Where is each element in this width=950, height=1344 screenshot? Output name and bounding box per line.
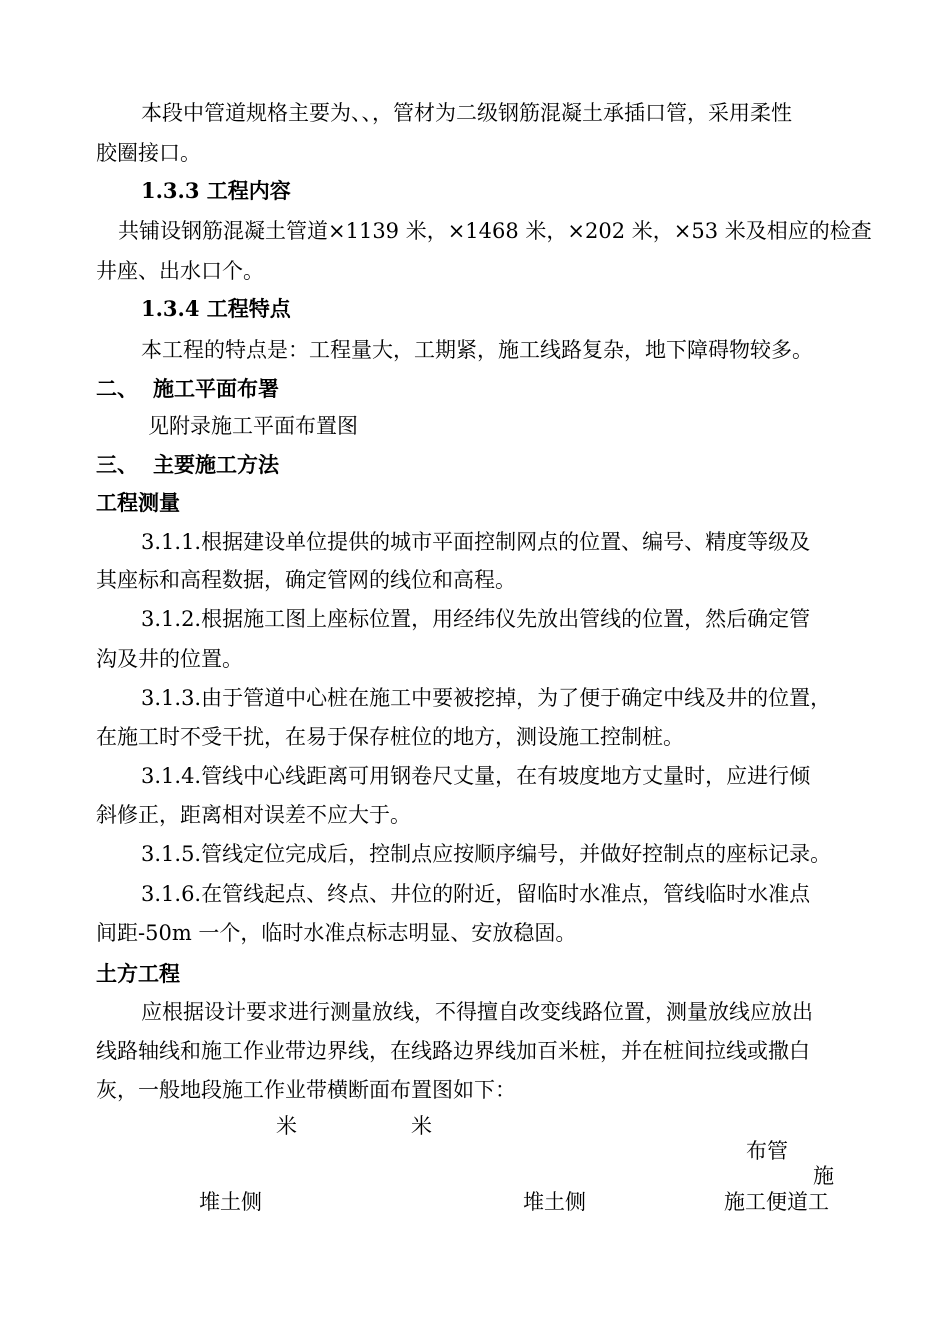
subheading-earthwork: 土方工程 xyxy=(96,961,180,986)
diagram-label-shi: 施 xyxy=(813,1164,834,1188)
paragraph-line: 3.1.6.在管线起点、终点、井位的附近，留临时水准点，管线临时水准点 xyxy=(141,882,811,906)
paragraph-line: 见附录施工平面布置图 xyxy=(148,414,358,438)
paragraph-line: 沟及井的位置。 xyxy=(96,647,243,671)
paragraph-line: 在施工时不受干扰，在易于保存桩位的地方，测设施工控制桩。 xyxy=(96,725,684,749)
paragraph-line: 3.1.2.根据施工图上座标位置，用经纬仪先放出管线的位置，然后确定管 xyxy=(141,607,811,631)
section-title: 施工平面布署 xyxy=(153,376,279,401)
paragraph-line: 3.1.1.根据建设单位提供的城市平面控制网点的位置、编号、精度等级及 xyxy=(141,530,811,554)
heading-1-3-3: 1.3.3 工程内容 xyxy=(141,178,291,203)
paragraph-line: 灰，一般地段施工作业带横断面布置图如下： xyxy=(96,1078,516,1102)
paragraph-line: 井座、出水口个。 xyxy=(96,259,264,283)
diagram-label-buguan: 布管 xyxy=(746,1139,788,1163)
paragraph-line: 3.1.4.管线中心线距离可用钢卷尺丈量，在有坡度地方丈量时，应进行倾 xyxy=(141,764,811,788)
diagram-label-mi: 米 xyxy=(411,1114,432,1138)
section-number: 二、 xyxy=(96,376,138,401)
diagram-label-dutuce: 堆土侧 xyxy=(523,1190,586,1214)
paragraph-line: 3.1.3.由于管道中心桩在施工中要被挖掉，为了便于确定中线及井的位置， xyxy=(141,686,832,710)
paragraph-line: 其座标和高程数据，确定管网的线位和高程。 xyxy=(96,568,516,592)
paragraph-line: 本工程的特点是：工程量大，工期紧，施工线路复杂，地下障碍物较多。 xyxy=(141,338,813,362)
heading-1-3-4: 1.3.4 工程特点 xyxy=(141,296,291,321)
diagram-label-dutuce: 堆土侧 xyxy=(199,1190,262,1214)
paragraph-line: 斜修正，距离相对误差不应大于。 xyxy=(96,803,411,827)
paragraph-line: 应根据设计要求进行测量放线，不得擅自改变线路位置，测量放线应放出 xyxy=(141,1000,813,1024)
section-number: 三、 xyxy=(96,452,138,477)
subheading-survey: 工程测量 xyxy=(96,490,180,515)
paragraph-line: 3.1.5.管线定位完成后，控制点应按顺序编号，并做好控制点的座标记录。 xyxy=(141,842,832,866)
paragraph-line: 共铺设钢筋混凝土管道×1139 米，×1468 米，×202 米，×53 米及相应的检查 xyxy=(118,219,872,243)
diagram-label-road: 施工便道工 xyxy=(724,1190,829,1214)
paragraph-line: 本段中管道规格主要为、、，管材为二级钢筋混凝土承插口管，采用柔性 xyxy=(141,101,792,125)
diagram-label-mi: 米 xyxy=(276,1114,297,1138)
paragraph-line: 胶圈接口。 xyxy=(96,141,201,165)
paragraph-line: 线路轴线和施工作业带边界线，在线路边界线加百米桩，并在桩间拉线或撒白 xyxy=(96,1039,810,1063)
section-title: 主要施工方法 xyxy=(153,452,279,477)
paragraph-line: 间距-50m 一个，临时水准点标志明显、安放稳固。 xyxy=(96,921,577,945)
